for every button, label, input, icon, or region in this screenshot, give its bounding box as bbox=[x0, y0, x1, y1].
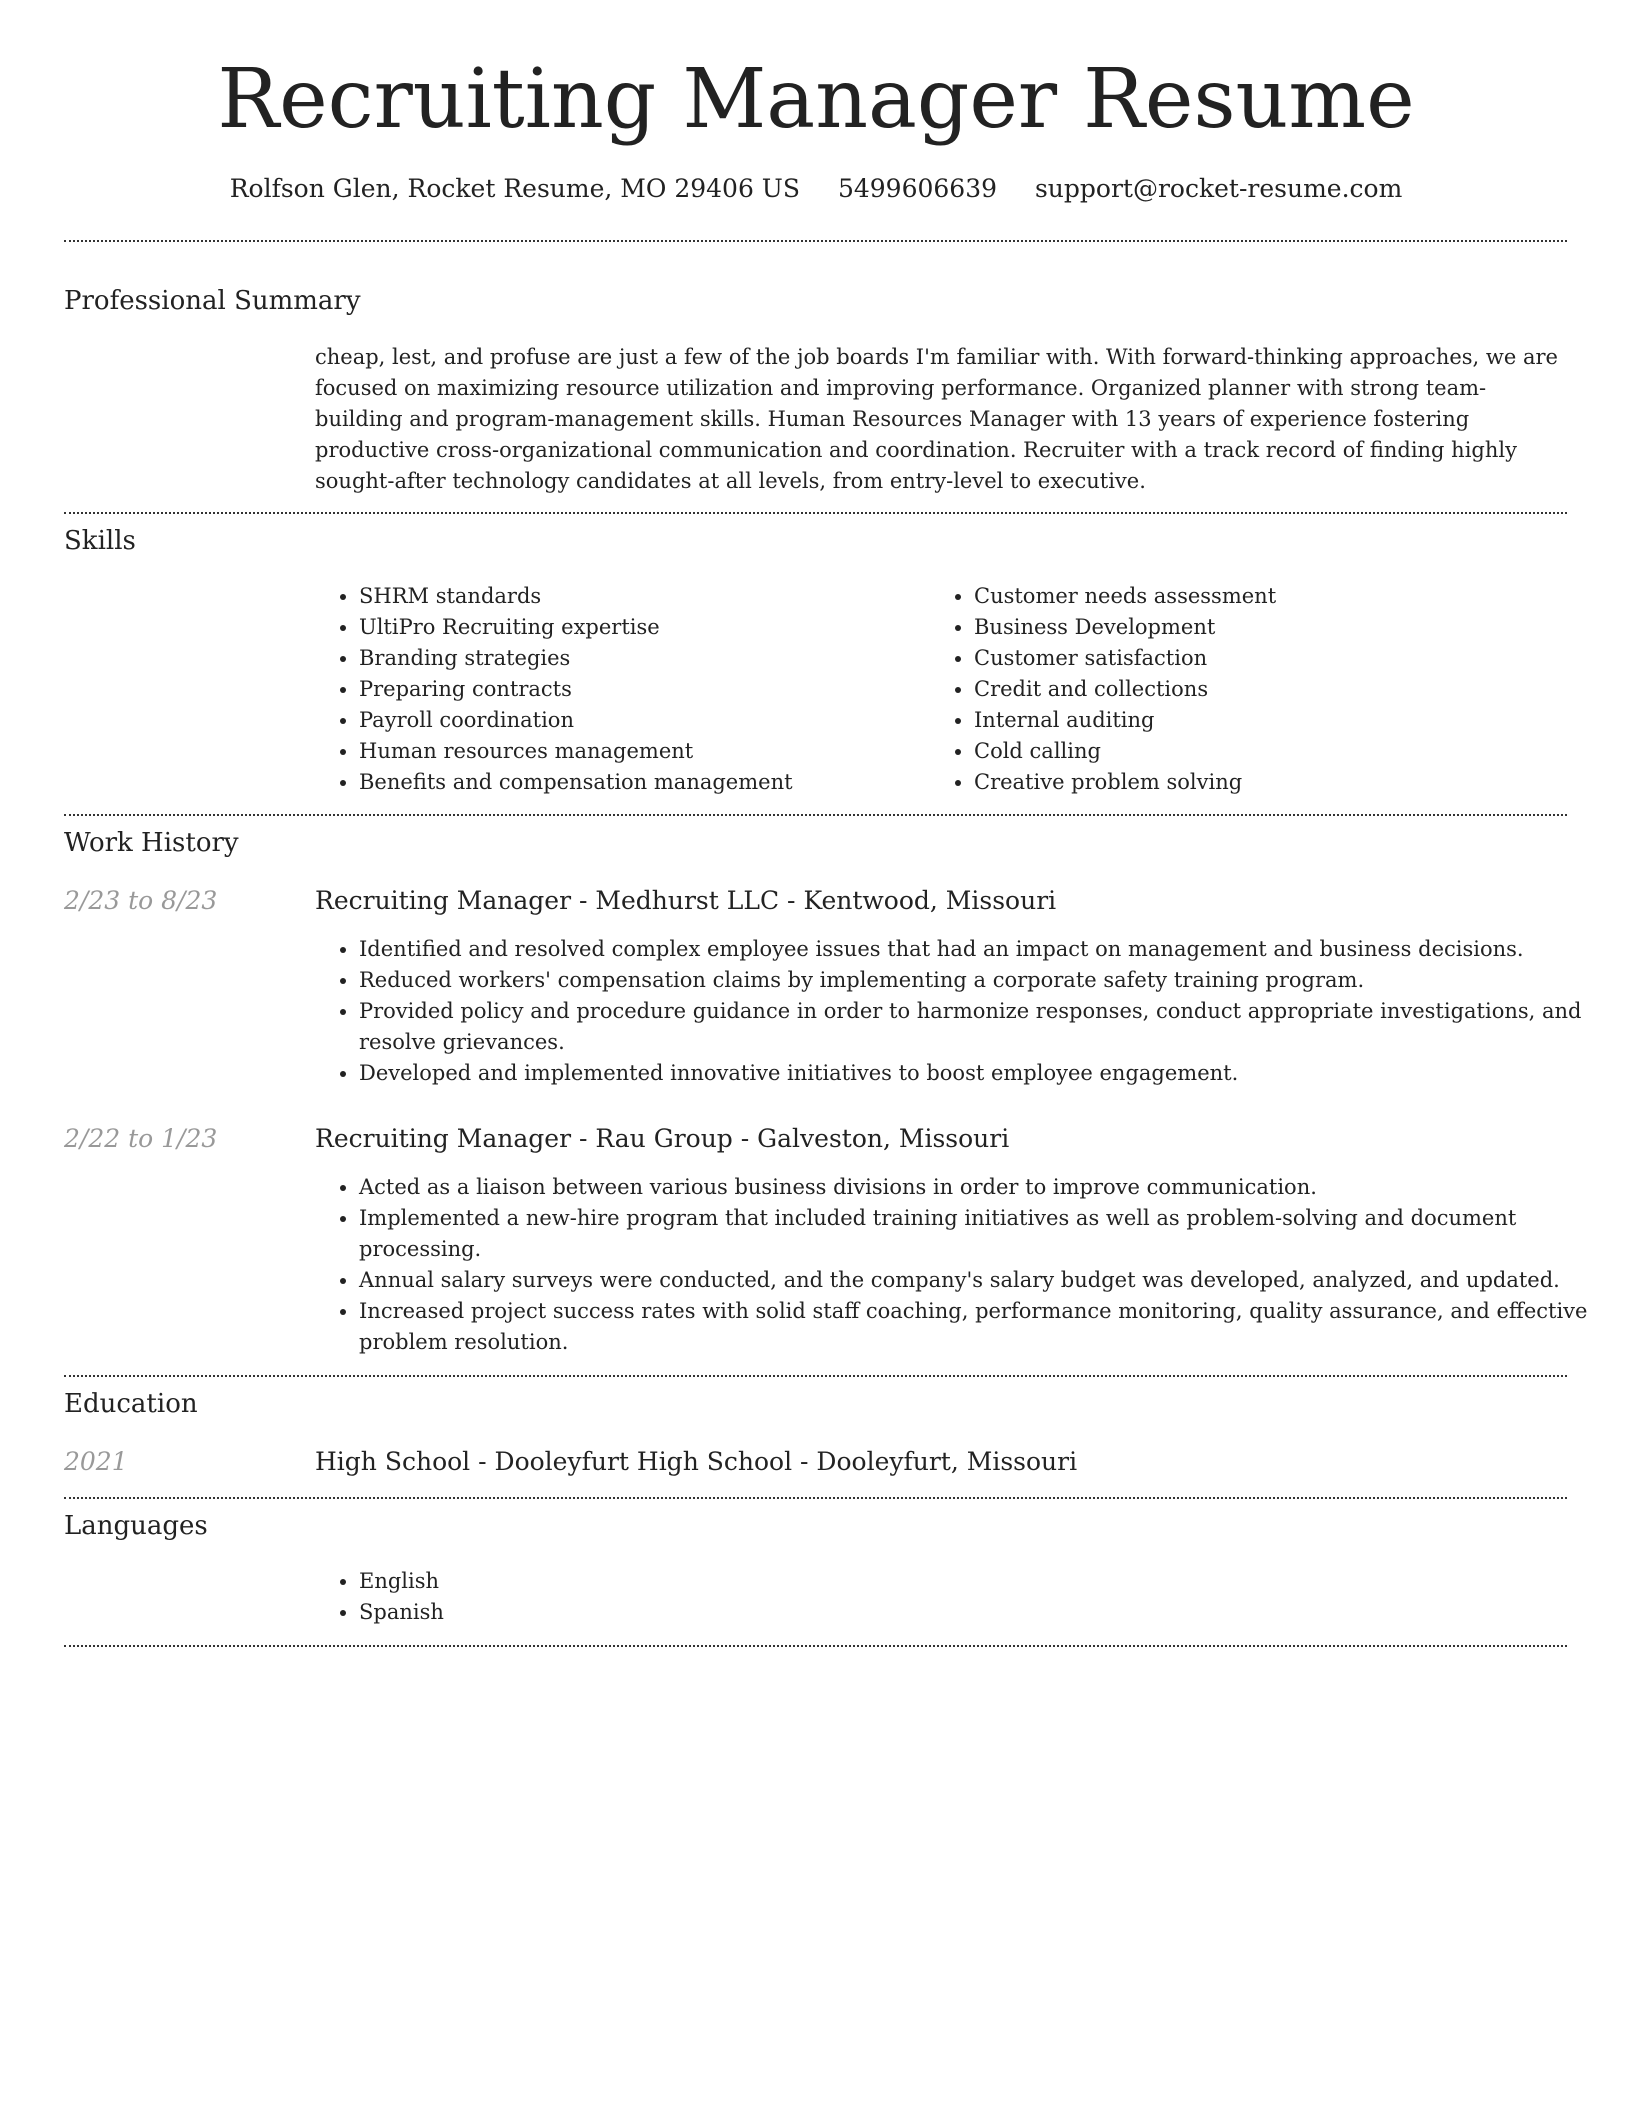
list-item: • Credit and collections bbox=[974, 674, 1554, 705]
list-item: • SHRM standards bbox=[359, 581, 919, 612]
languages-list bbox=[315, 1566, 959, 1628]
list-item: • Payroll coordination bbox=[359, 705, 919, 736]
contact-address: Rolfson Glen, Rocket Resume, MO 29406 US bbox=[229, 174, 800, 203]
job-location: Kentwood, Missouri bbox=[803, 886, 1057, 915]
skills-list-left bbox=[315, 581, 919, 798]
job-company: Rau Group bbox=[595, 1124, 733, 1153]
list-item: • Provided policy and procedure guidance in order to harmonize responses, conduct appropriate investigations, and resolve grievances. bbox=[359, 996, 1604, 1058]
list-item: • Implemented a new-hire program that included training initiatives as well as problem-solving and document processing. bbox=[359, 1203, 1604, 1265]
job-location: Galveston, Missouri bbox=[757, 1124, 1010, 1153]
education-heading: Education bbox=[64, 1389, 198, 1419]
list-item: • English bbox=[359, 1566, 959, 1597]
section-divider bbox=[64, 814, 1567, 816]
job-bullets bbox=[315, 1172, 1604, 1358]
work-heading: Work History bbox=[64, 828, 239, 858]
job-bullets bbox=[315, 934, 1604, 1089]
list-item: • Branding strategies bbox=[359, 643, 919, 674]
list-item: • Customer satisfaction bbox=[974, 643, 1554, 674]
job-title-line bbox=[315, 1122, 1009, 1156]
section-divider bbox=[64, 240, 1567, 242]
summary-heading: Professional Summary bbox=[64, 286, 361, 316]
contact-phone: 5499606639 bbox=[837, 174, 998, 203]
skills-list-right bbox=[930, 581, 1554, 798]
list-item: • Annual salary surveys were conducted, and the company's salary budget was developed, analyzed, and updated. bbox=[359, 1265, 1604, 1296]
section-divider bbox=[64, 1375, 1567, 1377]
summary-text: cheap, lest, and profuse are just a few of the job boards I'm familiar with. With forward-thinking approaches, we are focused on maximizing resource utilization and improving performance. Organized planner with strong team-building and program-management skills. Human Resources Manager with 13 years of experience fostering productive cross-organizational communication and coordination. Recruiter with a track record of finding highly sought-after technology candidates at all levels, from entry-level to executive. bbox=[315, 345, 1558, 493]
section-divider bbox=[64, 1645, 1567, 1647]
section-divider bbox=[64, 1497, 1567, 1499]
list-item: • UltiPro Recruiting expertise bbox=[359, 612, 919, 643]
separator: - bbox=[779, 886, 804, 915]
separator: - bbox=[792, 1447, 817, 1476]
contact-line bbox=[0, 172, 1632, 206]
education-location: Dooleyfurt, Missouri bbox=[816, 1447, 1078, 1476]
list-item: • Acted as a liaison between various business divisions in order to improve communication. bbox=[359, 1172, 1604, 1203]
separator: - bbox=[470, 1447, 495, 1476]
list-item: • Creative problem solving bbox=[974, 767, 1554, 798]
job-company: Medhurst LLC bbox=[595, 886, 780, 915]
education-year: 2021 bbox=[64, 1447, 128, 1476]
list-item: • Business Development bbox=[974, 612, 1554, 643]
list-item: • Increased project success rates with solid staff coaching, performance monitoring, quality assurance, and effective problem resolution. bbox=[359, 1296, 1604, 1358]
page-title: Recruiting Manager Resume bbox=[217, 52, 1415, 147]
education-degree: High School bbox=[315, 1447, 471, 1476]
list-item: • Spanish bbox=[359, 1597, 959, 1628]
separator: - bbox=[571, 1124, 596, 1153]
job-role: Recruiting Manager bbox=[315, 1124, 572, 1153]
contact-email: support@rocket-resume.com bbox=[1034, 174, 1403, 203]
education-school: Dooleyfurt High School bbox=[494, 1447, 793, 1476]
list-item: • Cold calling bbox=[974, 736, 1554, 767]
list-item: • Customer needs assessment bbox=[974, 581, 1554, 612]
separator: - bbox=[732, 1124, 758, 1153]
job-title-line bbox=[315, 884, 1056, 918]
list-item: • Internal auditing bbox=[974, 705, 1554, 736]
section-divider bbox=[64, 512, 1567, 514]
list-item: • Developed and implemented innovative initiatives to boost employee engagement. bbox=[359, 1058, 1604, 1089]
education-line bbox=[315, 1445, 1077, 1479]
list-item: • Human resources management bbox=[359, 736, 919, 767]
list-item: • Reduced workers' compensation claims by implementing a corporate safety training program. bbox=[359, 965, 1604, 996]
list-item: • Benefits and compensation management bbox=[359, 767, 919, 798]
job-role: Recruiting Manager bbox=[315, 886, 572, 915]
job-dates: 2/22 to 1/23 bbox=[64, 1124, 218, 1153]
list-item: • Identified and resolved complex employee issues that had an impact on management and business decisions. bbox=[359, 934, 1604, 965]
list-item: • Preparing contracts bbox=[359, 674, 919, 705]
languages-heading: Languages bbox=[64, 1511, 208, 1541]
job-dates: 2/23 to 8/23 bbox=[64, 886, 218, 915]
separator: - bbox=[571, 886, 596, 915]
skills-heading: Skills bbox=[64, 526, 136, 556]
